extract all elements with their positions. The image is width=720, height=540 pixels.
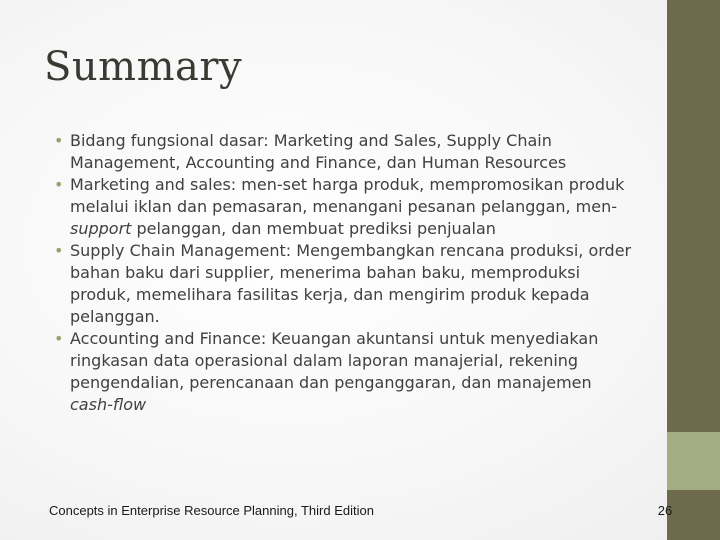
page-number: 26 (657, 503, 673, 518)
bullet-text-italic: support (70, 219, 132, 238)
footer-text: Concepts in Enterprise Resource Planning, Third Edition (49, 503, 374, 518)
bullet-text: Bidang fungsional dasar: Marketing and Sales, Supply Chain Management, Accounting and Finance, dan Human Resources (70, 131, 567, 172)
sidebar-accent-middle (667, 432, 720, 490)
bullet-icon: • (54, 131, 64, 150)
bullet-icon: • (54, 329, 64, 348)
bullet-icon: • (54, 241, 64, 260)
bullet-item (54, 130, 634, 174)
bullet-item (54, 328, 634, 416)
bullet-item (54, 174, 634, 240)
bullet-text: Accounting and Finance: Keuangan akuntansi untuk menyediakan ringkasan data operasional dalam laporan manajerial, rekening pengendalian, perencanaan dan penganggaran, dan manajemen (70, 329, 599, 392)
bullet-list (54, 130, 634, 416)
bullet-item (54, 240, 634, 328)
bullet-text-italic: cash-flow (70, 395, 147, 414)
bullet-text: Marketing and sales: men-set harga produk, mempromosikan produk melalui iklan dan pemasaran, menangani pesanan pelanggan, men- (70, 175, 625, 216)
bullet-icon: • (54, 175, 64, 194)
sidebar-accent-top (667, 0, 720, 432)
slide-title: Summary (44, 44, 243, 90)
bullet-text: Supply Chain Management: Mengembangkan rencana produksi, order bahan baku dari supplier, menerima bahan baku, memproduksi produk, memelihara fasilitas kerja, dan mengirim produk kepada pelanggan. (70, 241, 632, 326)
bullet-text: pelanggan, dan membuat prediksi penjualan (131, 219, 496, 238)
